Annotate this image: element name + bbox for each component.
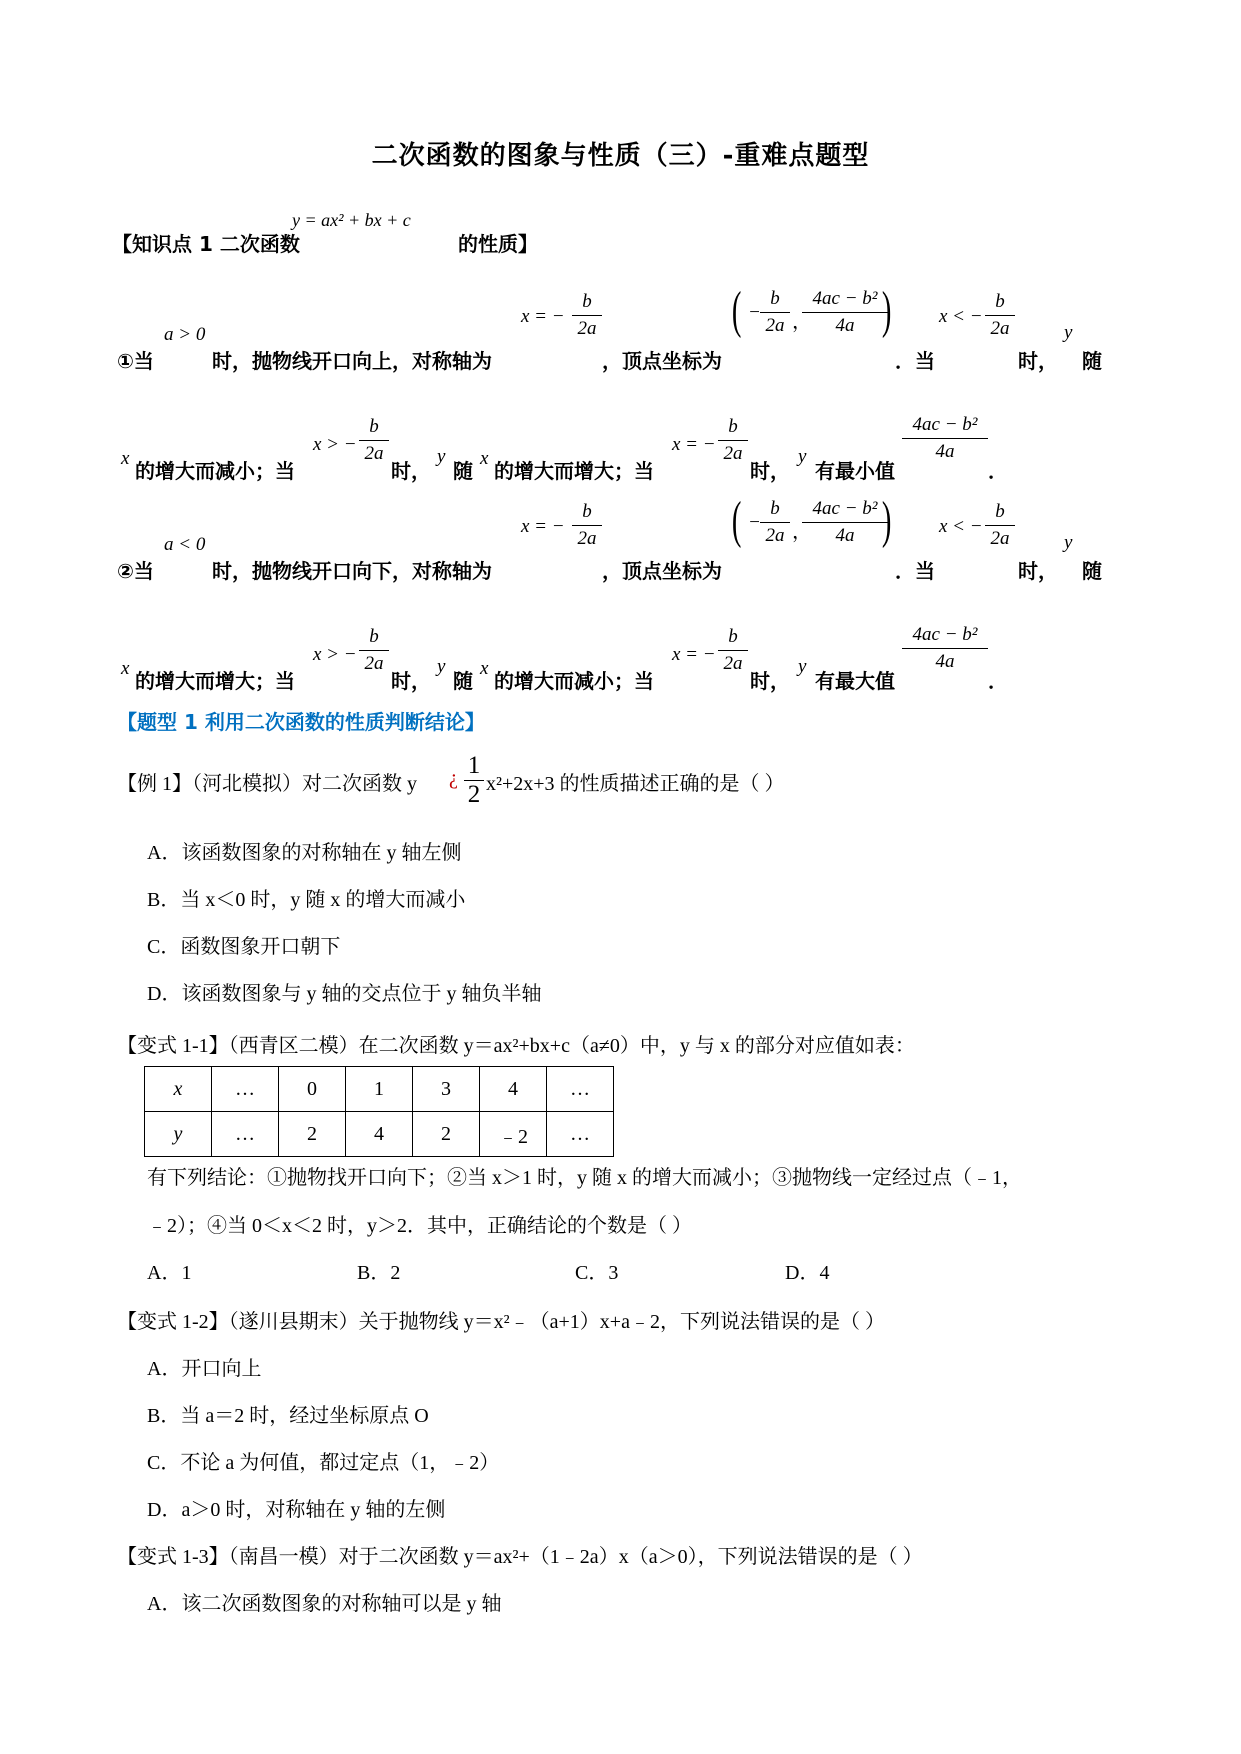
case1-text-when: ．当 [895,349,935,373]
case1-axis-lhs: x = − [521,306,565,327]
case2-line2-xgt-fraction: b 2a [359,625,389,676]
case1-axis-fraction: b 2a [572,290,602,341]
knowledge-heading-formula: y = ax² + bx + c [292,210,411,230]
type1-heading: 【题型 1 利用二次函数的性质判断结论】 [117,710,485,734]
case1-line2-text6: 有最小值 [815,459,895,483]
case2-line2-xeq-fraction: b 2a [718,625,748,676]
case1-y: y [1064,322,1073,343]
case2-axis-fraction: b 2a [572,500,602,551]
case1-vertex-minus: − [748,302,761,323]
case1-min-value-fraction: 4ac − b² 4a [902,413,988,464]
case2-line2-y: y [437,656,446,677]
case1-line2-x2: x [480,448,489,469]
table-cell: 2 [279,1112,346,1157]
case2-vertex-minus: − [748,512,761,533]
case2-line2-end: ． [988,669,1008,693]
case1-condition: a > 0 [164,324,206,345]
case1-xlt-lhs: x < − [939,306,983,327]
table-cell: … [547,1112,614,1157]
v11-value-table [144,1066,614,1157]
case2-line2-text5: 时， [750,669,790,693]
v12-option-d: D．a＞0 时，对称轴在 y 轴的左侧 [147,1499,446,1521]
case1-vertex-rparen: ) [881,282,892,339]
v11-conclusions-line1: 有下列结论：①抛物找开口向下；②当 x＞1 时，y 随 x 的增大而减小；③抛物线一定经过点（﹣1， [147,1167,1022,1189]
case1-vertex-x-fraction: b 2a [760,287,790,338]
case1-marker: ①当 [117,349,154,373]
case2-text-shi: 时， [1018,559,1058,583]
table-cell: 3 [413,1067,480,1112]
case1-text-shi: 时， [1018,349,1058,373]
table-row [145,1067,614,1112]
case1-line2-text3: 随 [453,459,473,483]
table-cell: … [212,1112,279,1157]
case2-text-when: ．当 [895,559,935,583]
case2-line2-text4: 的增大而减小；当 [494,669,654,693]
case1-line2-x: x [121,448,130,469]
ex1-option-c: C．函数图象开口朝下 [147,936,341,958]
case2-line2-text3: 随 [453,669,473,693]
case2-marker: ②当 [117,559,154,583]
case2-sui: 随 [1082,559,1102,583]
case2-line2-x2: x [480,658,489,679]
ex1-stem-prefix: 【例 1】（河北模拟）对二次函数 y [117,773,417,795]
ex1-coefficient-fraction: 1 2 [464,752,484,809]
case1-text-vertex: ，顶点坐标为 [602,349,722,373]
case1-xlt-fraction: b 2a [985,290,1015,341]
case1-line2-text5: 时， [750,459,790,483]
case2-text-open-down: 时，抛物线开口向下，对称轴为 [212,559,492,583]
table-cell: 4 [346,1112,413,1157]
table-cell: y [145,1112,212,1157]
v12-stem: 【变式 1-2】（遂川县期末）关于抛物线 y＝x²﹣（a+1）x+a﹣2，下列说法错误的是（ ） [117,1311,885,1333]
table-cell: ﹣2 [480,1112,547,1157]
case2-xlt-lhs: x < − [939,516,983,537]
v12-option-b: B．当 a＝2 时，经过坐标原点 O [147,1405,429,1427]
v13-stem: 【变式 1-3】（南昌一模）对于二次函数 y＝ax²+（1﹣2a）x（a＞0），下列说法错误的是（ ） [117,1546,923,1568]
case1-vertex-comma: ， [792,311,812,333]
v12-option-c: C．不论 a 为何值，都过定点（1，﹣2） [147,1452,500,1474]
case1-line2-text2: 时， [391,459,431,483]
case2-line2-text2: 时， [391,669,431,693]
table-cell: x [145,1067,212,1112]
case2-line2-text6: 有最大值 [815,669,895,693]
ex1-stem-suffix: x²+2x+3 的性质描述正确的是（ ） [486,773,785,795]
case2-text-vertex: ，顶点坐标为 [602,559,722,583]
case2-line2-text1: 的增大而增大；当 [135,669,295,693]
case1-vertex-lparen: ( [731,282,742,339]
knowledge-heading-prefix: 【知识点 1 二次函数 [112,232,300,256]
knowledge-heading-suffix: 的性质】 [458,232,538,256]
v11-conclusions-line2: ﹣2）；④当 0＜x＜2 时，y＞2．其中，正确结论的个数是（ ） [147,1215,692,1237]
case1-vertex-y-fraction: 4ac − b² 4a [802,287,888,338]
case2-line2-xeq: x = − [672,644,716,665]
case2-line2-y2: y [798,656,807,677]
case2-vertex-y-fraction: 4ac − b² 4a [802,497,888,548]
case1-sui: 随 [1082,349,1102,373]
case1-line2-xeq-fraction: b 2a [718,415,748,466]
ex1-stem-glyph: ¿ [449,767,458,789]
case2-xlt-fraction: b 2a [985,500,1015,551]
table-cell: 1 [346,1067,413,1112]
case2-vertex-rparen: ) [881,492,892,549]
v11-option-b: B．2 [357,1262,401,1284]
v11-option-d: D．4 [785,1262,830,1284]
table-cell: … [212,1067,279,1112]
v12-option-a: A．开口向上 [147,1358,262,1380]
case2-vertex-x-fraction: b 2a [760,497,790,548]
case1-line2-text4: 的增大而增大；当 [494,459,654,483]
v13-option-a: A．该二次函数图象的对称轴可以是 y 轴 [147,1593,502,1615]
case1-line2-y: y [437,446,446,467]
v11-stem: 【变式 1-1】（西青区二模）在二次函数 y＝ax²+bx+c（a≠0）中，y 与 x 的部分对应值如表： [117,1035,915,1057]
case1-line2-xgt: x > − [313,434,357,455]
ex1-option-a: A．该函数图象的对称轴在 y 轴左侧 [147,842,462,864]
case2-line2-x: x [121,658,130,679]
case2-y: y [1064,532,1073,553]
table-cell: 2 [413,1112,480,1157]
v11-option-c: C．3 [575,1262,619,1284]
case1-line2-text1: 的增大而减小；当 [135,459,295,483]
table-row [145,1112,614,1157]
case1-line2-xeq: x = − [672,434,716,455]
case2-axis-lhs: x = − [521,516,565,537]
table-cell: 0 [279,1067,346,1112]
case1-line2-xgt-fraction: b 2a [359,415,389,466]
case2-max-value-fraction: 4ac − b² 4a [902,623,988,674]
table-cell: … [547,1067,614,1112]
case2-vertex-lparen: ( [731,492,742,549]
ex1-option-d: D．该函数图象与 y 轴的交点位于 y 轴负半轴 [147,983,542,1005]
table-cell: 4 [480,1067,547,1112]
case1-line2-end: ． [988,459,1008,483]
ex1-option-b: B．当 x＜0 时，y 随 x 的增大而减小 [147,889,466,911]
v11-option-a: A．1 [147,1262,192,1284]
case2-condition: a < 0 [164,534,206,555]
case2-line2-xgt: x > − [313,644,357,665]
page-title: 二次函数的图象与性质（三）-重难点题型 [371,141,870,171]
case1-line2-y2: y [798,446,807,467]
case1-text-open-up: 时，抛物线开口向上，对称轴为 [212,349,492,373]
case2-vertex-comma: ， [792,521,812,543]
